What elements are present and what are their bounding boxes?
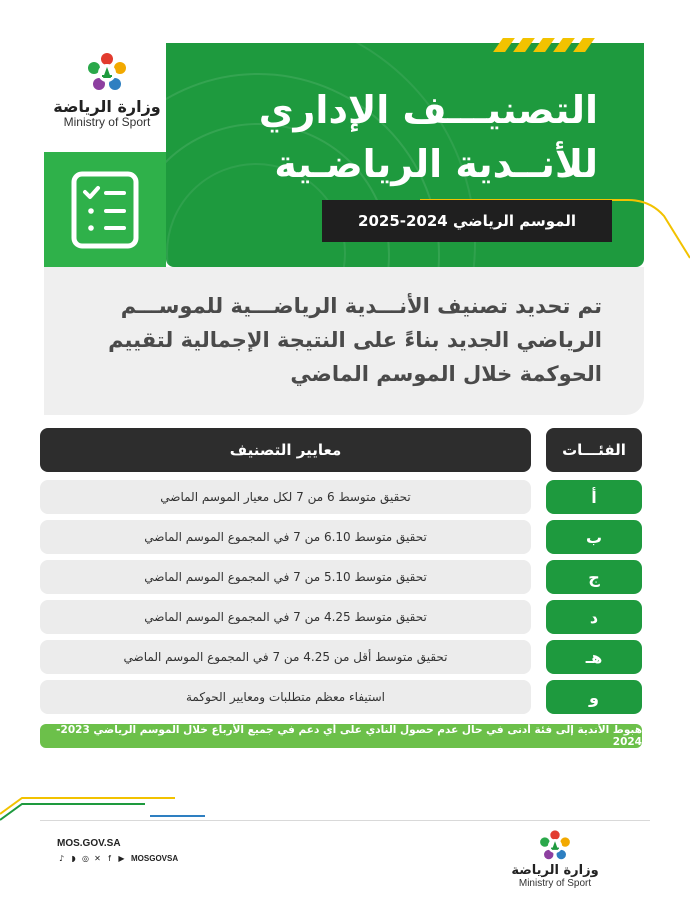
intro-text: تم تحديد تصنيف الأنـــدية الرياضـــية للموســـم الرياضي الجديد بناءً على النتيجة الإجمالية لتقييم الحوكمة خلال الموسم الماضي — [108, 294, 602, 386]
row-criteria: تحقيق متوسط أقل من 4.25 من 7 في المجموع الموسم الماضي — [40, 640, 531, 674]
youtube-icon[interactable]: ▶ — [118, 854, 125, 863]
ministry-emblem-icon — [537, 828, 573, 864]
row-criteria: تحقيق متوسط 6.10 من 7 في المجموع الموسم الماضي — [40, 520, 531, 554]
row-criteria: تحقيق متوسط 5.10 من 7 في المجموع الموسم الماضي — [40, 560, 531, 594]
table-row — [40, 520, 642, 554]
footer-divider — [40, 820, 650, 821]
ministry-name-arabic: وزارة الرياضة — [53, 97, 161, 116]
row-criteria: تحقيق متوسط 6 من 7 لكل معيار الموسم الماضي — [40, 480, 531, 514]
title-line-1: التصنيـــف الإداري — [258, 88, 598, 132]
social-links — [57, 854, 178, 863]
ministry-name-arabic-footer: وزارة الرياضة — [511, 863, 599, 878]
row-criteria: تحقيق متوسط 4.25 من 7 في المجموع الموسم الماضي — [40, 600, 531, 634]
season-label: الموسم الرياضي 2024-2025 — [322, 200, 612, 242]
tiktok-icon[interactable]: ♪ — [58, 854, 65, 863]
ministry-name-english: Ministry of Sport — [63, 114, 151, 129]
row-category: ج — [546, 560, 642, 594]
relegation-note: هبوط الأندية إلى فئة أدنى في حال عدم حصول النادي على أي دعم في جميع الأرباع خلال الموسم الرياضي 2023-2024 — [40, 724, 642, 748]
facebook-icon[interactable]: f — [108, 854, 111, 863]
website-url[interactable]: MOS.GOV.SA — [57, 838, 121, 849]
table-row — [40, 680, 642, 714]
decorative-stripes — [488, 38, 608, 60]
snapchat-icon[interactable]: ◗ — [71, 854, 76, 863]
instagram-icon[interactable]: ◎ — [82, 854, 89, 863]
intro-panel — [44, 267, 644, 415]
checklist-icon — [70, 170, 140, 250]
x-icon[interactable]: ✕ — [94, 854, 101, 863]
row-category: ب — [546, 520, 642, 554]
table-row — [40, 640, 642, 674]
criteria-header: معايير التصنيف — [40, 428, 531, 472]
ministry-logo-footer — [505, 828, 605, 889]
page-title — [218, 83, 598, 191]
table-row — [40, 600, 642, 634]
table-row — [40, 480, 642, 514]
checklist-icon-box — [44, 152, 166, 267]
footer-decorative-lines — [0, 788, 220, 828]
table-row — [40, 560, 642, 594]
ministry-emblem-icon — [84, 50, 130, 96]
social-handle[interactable]: MOSGOVSA — [131, 854, 179, 863]
title-line-2: للأنــدية الرياضـية — [274, 142, 598, 186]
row-category: أ — [546, 480, 642, 514]
ministry-logo — [52, 50, 162, 129]
row-criteria: استيفاء معظم متطلبات ومعايير الحوكمة — [40, 680, 531, 714]
row-category: د — [546, 600, 642, 634]
ministry-name-english-footer: Ministry of Sport — [518, 878, 592, 890]
categories-header: الفئـــات — [546, 428, 642, 472]
row-category: و — [546, 680, 642, 714]
row-category: هـ — [546, 640, 642, 674]
